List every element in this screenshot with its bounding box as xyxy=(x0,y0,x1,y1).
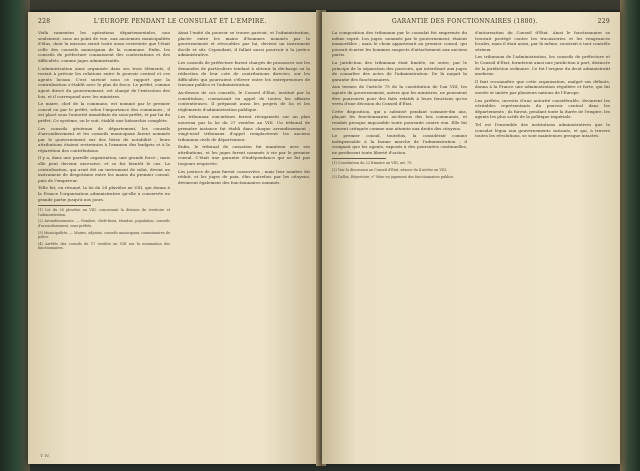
left-column-1 xyxy=(38,30,170,253)
left-page-number: 228 xyxy=(38,18,51,25)
paragraph: Le maire, chef de la commune, est nommé par le premier consul ou par le préfet, selon l'importance des communes ; il est placé sous l'autorité immédiate du sous-préfet, et par lui du préfet. Ce système, on le voit, établit une hiérarchie complète. xyxy=(38,101,170,123)
paragraph: Les tribunaux de l'administration, les conseils de préfecture et le Conseil d'État, formèrent ainsi une juridiction à part, distincte de la juridiction ordinaire. Ce fut l'origine du droit administratif moderne. xyxy=(475,54,610,77)
footnote: (2) Voir la discussion au Conseil d'État, séance du 4 nivôse an VIII. xyxy=(332,168,448,173)
footnote: (1) Loi du 28 pluviôse an VIII, concernant la division du territoire et l'administration. xyxy=(38,208,170,217)
paragraph: Tel est l'ensemble des institutions administratives que le consulat légua aux gouvernements suivants, et qui, à travers toutes les révolutions, se sont maintenues presque intactes. xyxy=(475,121,610,139)
right-running-head xyxy=(332,18,610,25)
paragraph: Les conseils de préfecture furent chargés de prononcer sur les demandes de particuliers tendant à obtenir la décharge ou la réduction de leur cote de contributions directes, sur les difficultés qui pourraient s'élever entre les entrepreneurs de travaux publics et l'administration. xyxy=(178,59,310,88)
paragraph: Il faut reconnaître que cette organisation, malgré ses défauts, donna à la France une administration régulière et forte, qui fut enviée et imitée par plusieurs nations de l'Europe. xyxy=(475,78,610,95)
left-page xyxy=(28,12,320,464)
paragraph: Voilà ramenées les opérations départementales, non seulement, sous un point de vue, aux anciennes municipalités d'élus, dont la mission serait toute aussi restreinte que l'était celle des conseils municipaux de la commune. Enfin, les conseils de préfecture connaissent des contestations et des difficultés, comme juges administratifs. xyxy=(38,30,170,63)
paragraph: La juridiction des tribunaux était limitée, en outre, par le principe de la séparation des pouvoirs, qui interdisait aux juges de connaître des actes de l'administration. De là naquit la garantie des fonctionnaires. xyxy=(332,59,467,82)
paragraph: Cette disposition, qui a subsisté pendant soixante-dix ans, plaçait les fonctionnaires au-dessus des lois communes, et rendait presque impossible toute poursuite contre eux. Elle fut souvent critiquée comme une atteinte aux droits des citoyens. xyxy=(332,108,467,131)
left-footnotes xyxy=(38,208,170,251)
paragraph: Les justices de paix furent conservées ; mais leur nombre fut réduit, et les juges de paix, élus autrefois par les citoyens, devinrent également des fonctionnaires nommés. xyxy=(178,168,310,185)
book-cover-right xyxy=(620,0,640,471)
table-surface xyxy=(0,0,640,10)
paragraph: La composition des tribunaux par le consulat fut empreinte du même esprit. Les juges, nommés par le gouvernement, étaient inamovibles ; mais le choix appartenait au premier consul, qui pouvait écarter les hommes suspects d'attachement aux anciens partis. xyxy=(332,30,467,58)
paragraph: Il y a, dans une pareille organisation, une grande force ; mais elle peut devenir excessive, et ce fut bientôt le cas. La centralisation, qui avait été un instrument de salut, devint un instrument de despotisme entre les mains du premier consul, puis de l'empereur. xyxy=(38,155,170,183)
left-running-title: L'EUROPE PENDANT LE CONSULAT ET L'EMPIRE. xyxy=(93,18,267,25)
paragraph: Les préfets, investis d'une autorité considérable, devinrent les véritables représentants du pouvoir central dans les départements ; ils furent, pendant toute la durée de l'empire, les agents les plus actifs de la politique impériale. xyxy=(475,97,610,120)
paragraph: Aux termes de l'article 75 de la constitution de l'an VIII, les agents du gouvernement, autres que les ministres, ne pouvaient être poursuivis pour des faits relatifs à leurs fonctions qu'en vertu d'une décision du Conseil d'État. xyxy=(332,84,467,107)
paragraph: Ainsi l'unité du pouvoir se trouve partout, et l'administration, placée entre les mains d'hommes nommés par le gouvernement et révocables par lui, devient un instrument docile et sûr. Cependant, il fallait aussi pourvoir à la justice administrative. xyxy=(178,30,310,58)
right-page-number: 229 xyxy=(597,18,610,25)
paragraph: L'administration ainsi organisée dans ses trois éléments, il restait à prévoir les relations entre le pouvoir central et ces agents locaux. C'est surtout sous ce rapport que la centralisation s'établit avec le plus de force. Le préfet, comme agent direct du gouvernement, est chargé de l'exécution des lois, et il correspond avec les ministres. xyxy=(38,65,170,99)
paragraph: Enfin, le tribunal de cassation fut maintenu avec ses attributions, et les juges furent nommés à vie par le premier consul. C'était une garantie d'indépendance qui ne fut pas toujours respectée. xyxy=(178,144,310,167)
left-text-columns xyxy=(38,30,310,253)
paragraph: Le premier consul, toutefois, la considérait comme indispensable à la bonne marche de l'administration ; il craignait que les agents, exposés à des poursuites continuelles, ne perdissent toute liberté d'action. xyxy=(332,133,467,155)
right-column-1 xyxy=(332,30,467,181)
left-running-head xyxy=(38,18,310,25)
signature-mark: T. IV. xyxy=(40,453,50,458)
footnote: (3) Dalloz, Répertoire, v° Mise en jugement des fonctionnaires publics. xyxy=(332,174,455,179)
footnote: (2) Arrondissements. — Nombre, chefs-lieux, étendue, population, conseils d'arrondissement, sous-préfets. xyxy=(38,219,170,228)
book-cover-left xyxy=(0,0,30,471)
right-text-columns xyxy=(332,30,610,181)
paragraph: Les conseils généraux de département, les conseils d'arrondissement et les conseils municipaux furent nommés par le gouvernement sur des listes de notabilité ; leurs attributions étaient restreintes à l'examen des budgets et à la répartition des contributions. xyxy=(38,125,170,153)
footnote: (4) Arrêtés des consuls du 17 ventôse an VIII sur la nomination des fonctionnaires. xyxy=(38,241,170,251)
paragraph: Les tribunaux eux-mêmes furent réorganisés sur un plan nouveau par la loi du 27 ventôse an VIII. Un tribunal de première instance fut établi dans chaque arrondissement ; vingt-neuf tribunaux d'appel remplacèrent les anciens tribunaux civils de département. xyxy=(178,114,310,142)
paragraph: Au-dessus de ces conseils, le Conseil d'État, institué par la constitution, connaissait en appel de toutes les affaires contentieuses. Il préparait aussi les projets de loi et les règlements d'administration publique. xyxy=(178,89,310,112)
footnote-rule xyxy=(38,205,91,206)
footnote-rule xyxy=(332,158,386,159)
left-column-2 xyxy=(178,30,310,253)
paragraph: d'autorisation du Conseil d'État. Ainsi le fonctionnaire se trouvait protégé contre les tracasseries et les vengeances locales, mais il était aussi, par là même, soustrait à tout contrôle sérieux. xyxy=(475,30,610,52)
right-running-title: GARANTIE DES FONCTIONNAIRES (1800). xyxy=(391,18,538,25)
footnote: (3) Municipalités. — Maires, adjoints, conseils municipaux, commissaires de police. xyxy=(38,230,170,240)
paragraph: Telle fut, en résumé, la loi du 28 pluviôse an VIII, qui donna à la France l'organisation administrative qu'elle a conservée en grande partie jusqu'à nos jours. xyxy=(38,185,170,202)
right-column-2 xyxy=(475,30,610,181)
right-page xyxy=(322,12,620,464)
right-footnotes xyxy=(332,161,467,179)
footnote: (1) Constitution du 22 frimaire an VIII, art. 75. xyxy=(332,161,413,166)
